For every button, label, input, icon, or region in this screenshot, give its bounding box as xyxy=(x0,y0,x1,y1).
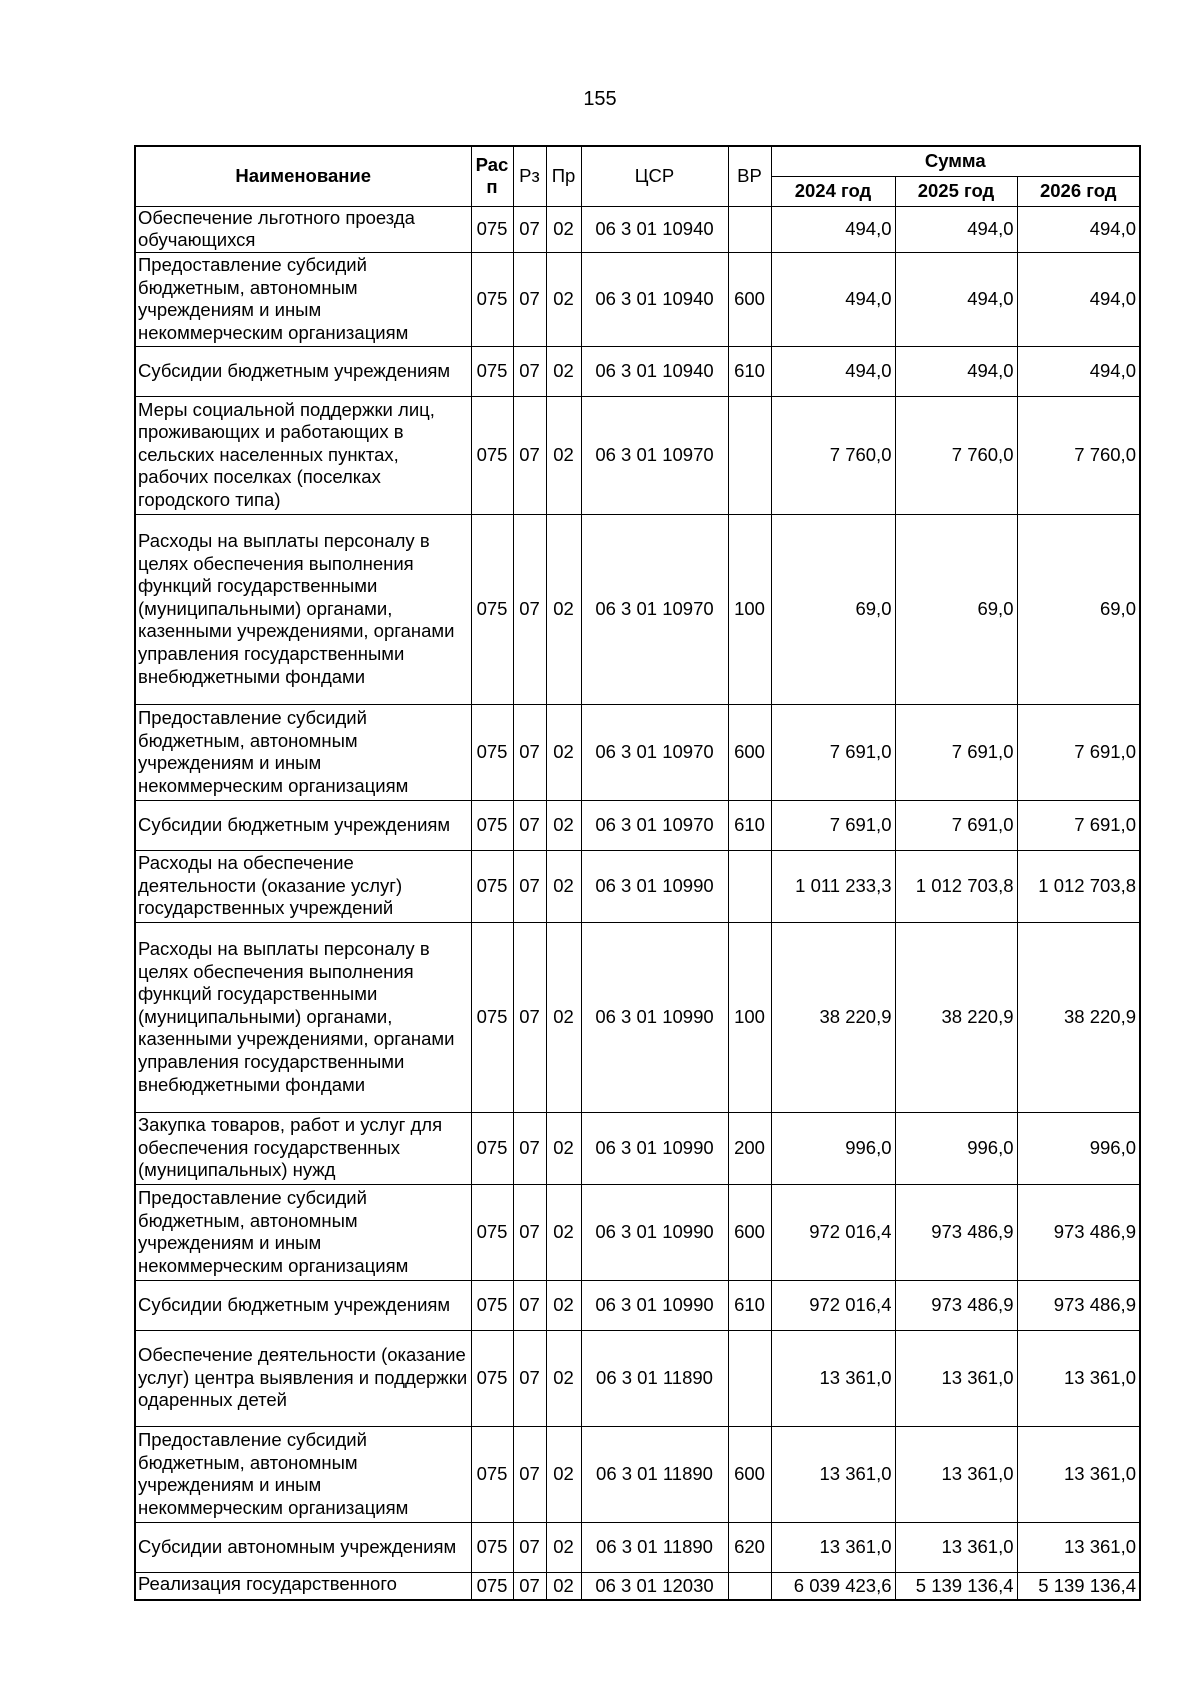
row-sum-2026: 69,0 xyxy=(1017,514,1140,704)
row-vr: 600 xyxy=(728,252,771,346)
row-pr: 02 xyxy=(546,206,581,252)
header-rz: Рз xyxy=(513,146,546,206)
row-rz: 07 xyxy=(513,1330,546,1426)
row-rz: 07 xyxy=(513,396,546,514)
row-sum-2025: 7 691,0 xyxy=(895,704,1017,800)
row-vr xyxy=(728,850,771,922)
row-rasp: 075 xyxy=(471,1522,513,1572)
row-name: Предоставление субсидий бюджетным, автономным учреждениям и иным некоммерческим организациям xyxy=(135,1426,471,1522)
row-rz: 07 xyxy=(513,1572,546,1600)
row-sum-2024: 494,0 xyxy=(771,346,895,396)
row-pr: 02 xyxy=(546,1522,581,1572)
row-csr: 06 3 01 10970 xyxy=(581,396,728,514)
row-rasp: 075 xyxy=(471,346,513,396)
row-sum-2024: 494,0 xyxy=(771,252,895,346)
header-vr: ВР xyxy=(728,146,771,206)
row-csr: 06 3 01 10990 xyxy=(581,1112,728,1184)
row-vr: 610 xyxy=(728,346,771,396)
header-sum: Сумма xyxy=(771,146,1140,176)
row-name: Предоставление субсидий бюджетным, автономным учреждениям и иным некоммерческим организациям xyxy=(135,252,471,346)
row-rasp: 075 xyxy=(471,514,513,704)
row-rasp: 075 xyxy=(471,252,513,346)
row-csr: 06 3 01 10990 xyxy=(581,1184,728,1280)
row-name: Субсидии автономным учреждениям xyxy=(135,1522,471,1572)
row-sum-2025: 5 139 136,4 xyxy=(895,1572,1017,1600)
row-vr: 200 xyxy=(728,1112,771,1184)
row-csr: 06 3 01 10990 xyxy=(581,922,728,1112)
row-sum-2025: 996,0 xyxy=(895,1112,1017,1184)
table-row xyxy=(135,252,1140,346)
row-sum-2026: 13 361,0 xyxy=(1017,1522,1140,1572)
row-vr: 100 xyxy=(728,514,771,704)
row-rz: 07 xyxy=(513,704,546,800)
table-row xyxy=(135,850,1140,922)
row-sum-2026: 7 691,0 xyxy=(1017,800,1140,850)
table-row xyxy=(135,1112,1140,1184)
header-pr: Пр xyxy=(546,146,581,206)
table-row xyxy=(135,206,1140,252)
row-rasp: 075 xyxy=(471,800,513,850)
row-sum-2026: 38 220,9 xyxy=(1017,922,1140,1112)
row-sum-2024: 6 039 423,6 xyxy=(771,1572,895,1600)
row-vr: 610 xyxy=(728,800,771,850)
row-rasp: 075 xyxy=(471,396,513,514)
row-sum-2026: 494,0 xyxy=(1017,346,1140,396)
table-row xyxy=(135,1184,1140,1280)
row-sum-2026: 973 486,9 xyxy=(1017,1184,1140,1280)
table-row xyxy=(135,1426,1140,1522)
row-name: Реализация государственного xyxy=(135,1572,471,1600)
table-row xyxy=(135,704,1140,800)
row-csr: 06 3 01 10990 xyxy=(581,850,728,922)
table-header xyxy=(135,146,1140,206)
row-sum-2024: 972 016,4 xyxy=(771,1280,895,1330)
row-sum-2025: 69,0 xyxy=(895,514,1017,704)
row-sum-2024: 7 691,0 xyxy=(771,704,895,800)
row-vr xyxy=(728,396,771,514)
row-csr: 06 3 01 10970 xyxy=(581,704,728,800)
table-row xyxy=(135,1330,1140,1426)
header-csr: ЦСР xyxy=(581,146,728,206)
row-name: Расходы на обеспечение деятельности (оказание услуг) государственных учреждений xyxy=(135,850,471,922)
row-rz: 07 xyxy=(513,252,546,346)
row-pr: 02 xyxy=(546,1112,581,1184)
table-row xyxy=(135,800,1140,850)
row-rasp: 075 xyxy=(471,922,513,1112)
row-sum-2025: 7 691,0 xyxy=(895,800,1017,850)
row-sum-2025: 13 361,0 xyxy=(895,1426,1017,1522)
row-name: Обеспечение деятельности (оказание услуг) центра выявления и поддержки одаренных детей xyxy=(135,1330,471,1426)
header-rasp: Рас п xyxy=(471,146,513,206)
row-csr: 06 3 01 10940 xyxy=(581,206,728,252)
row-vr xyxy=(728,1330,771,1426)
row-csr: 06 3 01 11890 xyxy=(581,1330,728,1426)
row-sum-2025: 13 361,0 xyxy=(895,1330,1017,1426)
row-sum-2024: 13 361,0 xyxy=(771,1330,895,1426)
row-rz: 07 xyxy=(513,346,546,396)
row-csr: 06 3 01 10940 xyxy=(581,252,728,346)
row-name: Предоставление субсидий бюджетным, автономным учреждениям и иным некоммерческим организациям xyxy=(135,1184,471,1280)
row-sum-2024: 13 361,0 xyxy=(771,1426,895,1522)
row-name: Закупка товаров, работ и услуг для обеспечения государственных (муниципальных) нужд xyxy=(135,1112,471,1184)
row-sum-2024: 69,0 xyxy=(771,514,895,704)
row-sum-2024: 7 760,0 xyxy=(771,396,895,514)
row-sum-2025: 494,0 xyxy=(895,346,1017,396)
row-sum-2025: 973 486,9 xyxy=(895,1184,1017,1280)
table-row xyxy=(135,396,1140,514)
row-vr: 600 xyxy=(728,1184,771,1280)
row-sum-2026: 7 760,0 xyxy=(1017,396,1140,514)
row-rasp: 075 xyxy=(471,206,513,252)
row-pr: 02 xyxy=(546,396,581,514)
row-pr: 02 xyxy=(546,346,581,396)
row-sum-2026: 494,0 xyxy=(1017,252,1140,346)
row-rasp: 075 xyxy=(471,1184,513,1280)
row-sum-2024: 7 691,0 xyxy=(771,800,895,850)
row-name: Субсидии бюджетным учреждениям xyxy=(135,800,471,850)
row-rz: 07 xyxy=(513,1112,546,1184)
row-pr: 02 xyxy=(546,1184,581,1280)
row-vr: 600 xyxy=(728,704,771,800)
row-pr: 02 xyxy=(546,1572,581,1600)
row-rasp: 075 xyxy=(471,1330,513,1426)
row-rasp: 075 xyxy=(471,850,513,922)
row-name: Субсидии бюджетным учреждениям xyxy=(135,1280,471,1330)
row-name: Обеспечение льготного проезда обучающихся xyxy=(135,206,471,252)
row-pr: 02 xyxy=(546,252,581,346)
header-2024: 2024 год xyxy=(771,176,895,206)
row-name: Расходы на выплаты персоналу в целях обеспечения выполнения функций государственными (муниципальными) органами, казенными учреждениями, органами управления государственными внебюджетными фондами xyxy=(135,514,471,704)
row-name: Субсидии бюджетным учреждениям xyxy=(135,346,471,396)
row-rasp: 075 xyxy=(471,704,513,800)
row-name: Меры социальной поддержки лиц, проживающих и работающих в сельских населенных пунктах, рабочих поселках (поселках городского типа) xyxy=(135,396,471,514)
row-pr: 02 xyxy=(546,850,581,922)
row-pr: 02 xyxy=(546,922,581,1112)
row-vr: 610 xyxy=(728,1280,771,1330)
row-sum-2025: 13 361,0 xyxy=(895,1522,1017,1572)
table-row xyxy=(135,1572,1140,1600)
row-rasp: 075 xyxy=(471,1280,513,1330)
row-name: Предоставление субсидий бюджетным, автономным учреждениям и иным некоммерческим организациям xyxy=(135,704,471,800)
row-sum-2026: 973 486,9 xyxy=(1017,1280,1140,1330)
row-sum-2026: 13 361,0 xyxy=(1017,1330,1140,1426)
row-sum-2026: 1 012 703,8 xyxy=(1017,850,1140,922)
row-rasp: 075 xyxy=(471,1572,513,1600)
row-csr: 06 3 01 10970 xyxy=(581,800,728,850)
row-csr: 06 3 01 11890 xyxy=(581,1426,728,1522)
row-rz: 07 xyxy=(513,1280,546,1330)
row-csr: 06 3 01 11890 xyxy=(581,1522,728,1572)
row-sum-2025: 494,0 xyxy=(895,206,1017,252)
row-sum-2025: 973 486,9 xyxy=(895,1280,1017,1330)
row-sum-2024: 13 361,0 xyxy=(771,1522,895,1572)
row-csr: 06 3 01 10940 xyxy=(581,346,728,396)
row-rz: 07 xyxy=(513,1426,546,1522)
row-rasp: 075 xyxy=(471,1112,513,1184)
row-rz: 07 xyxy=(513,514,546,704)
row-csr: 06 3 01 12030 xyxy=(581,1572,728,1600)
row-name: Расходы на выплаты персоналу в целях обеспечения выполнения функций государственными (муниципальными) органами, казенными учреждениями, органами управления государственными внебюджетными фондами xyxy=(135,922,471,1112)
row-pr: 02 xyxy=(546,704,581,800)
row-sum-2025: 1 012 703,8 xyxy=(895,850,1017,922)
table-body xyxy=(135,206,1140,1600)
row-sum-2026: 7 691,0 xyxy=(1017,704,1140,800)
row-sum-2024: 1 011 233,3 xyxy=(771,850,895,922)
row-vr: 600 xyxy=(728,1426,771,1522)
row-sum-2026: 494,0 xyxy=(1017,206,1140,252)
row-pr: 02 xyxy=(546,1330,581,1426)
row-vr xyxy=(728,206,771,252)
row-sum-2024: 38 220,9 xyxy=(771,922,895,1112)
row-sum-2024: 494,0 xyxy=(771,206,895,252)
header-2025: 2025 год xyxy=(895,176,1017,206)
row-sum-2025: 7 760,0 xyxy=(895,396,1017,514)
row-pr: 02 xyxy=(546,1280,581,1330)
row-sum-2025: 38 220,9 xyxy=(895,922,1017,1112)
row-rz: 07 xyxy=(513,922,546,1112)
row-rz: 07 xyxy=(513,1184,546,1280)
row-rz: 07 xyxy=(513,206,546,252)
row-vr: 620 xyxy=(728,1522,771,1572)
table-row xyxy=(135,1280,1140,1330)
row-rz: 07 xyxy=(513,1522,546,1572)
row-sum-2026: 5 139 136,4 xyxy=(1017,1572,1140,1600)
row-vr xyxy=(728,1572,771,1600)
header-2026: 2026 год xyxy=(1017,176,1140,206)
row-rz: 07 xyxy=(513,800,546,850)
row-sum-2026: 13 361,0 xyxy=(1017,1426,1140,1522)
row-sum-2026: 996,0 xyxy=(1017,1112,1140,1184)
table-row xyxy=(135,1522,1140,1572)
table-row xyxy=(135,514,1140,704)
row-pr: 02 xyxy=(546,514,581,704)
row-csr: 06 3 01 10970 xyxy=(581,514,728,704)
row-pr: 02 xyxy=(546,800,581,850)
row-csr: 06 3 01 10990 xyxy=(581,1280,728,1330)
row-sum-2025: 494,0 xyxy=(895,252,1017,346)
page-number: 155 xyxy=(583,88,617,110)
table-row xyxy=(135,922,1140,1112)
row-rz: 07 xyxy=(513,850,546,922)
row-rasp: 075 xyxy=(471,1426,513,1522)
row-sum-2024: 996,0 xyxy=(771,1112,895,1184)
header-name: Наименование xyxy=(135,146,471,206)
row-sum-2024: 972 016,4 xyxy=(771,1184,895,1280)
row-pr: 02 xyxy=(546,1426,581,1522)
table-row xyxy=(135,346,1140,396)
budget-table xyxy=(134,145,1141,1601)
row-vr: 100 xyxy=(728,922,771,1112)
